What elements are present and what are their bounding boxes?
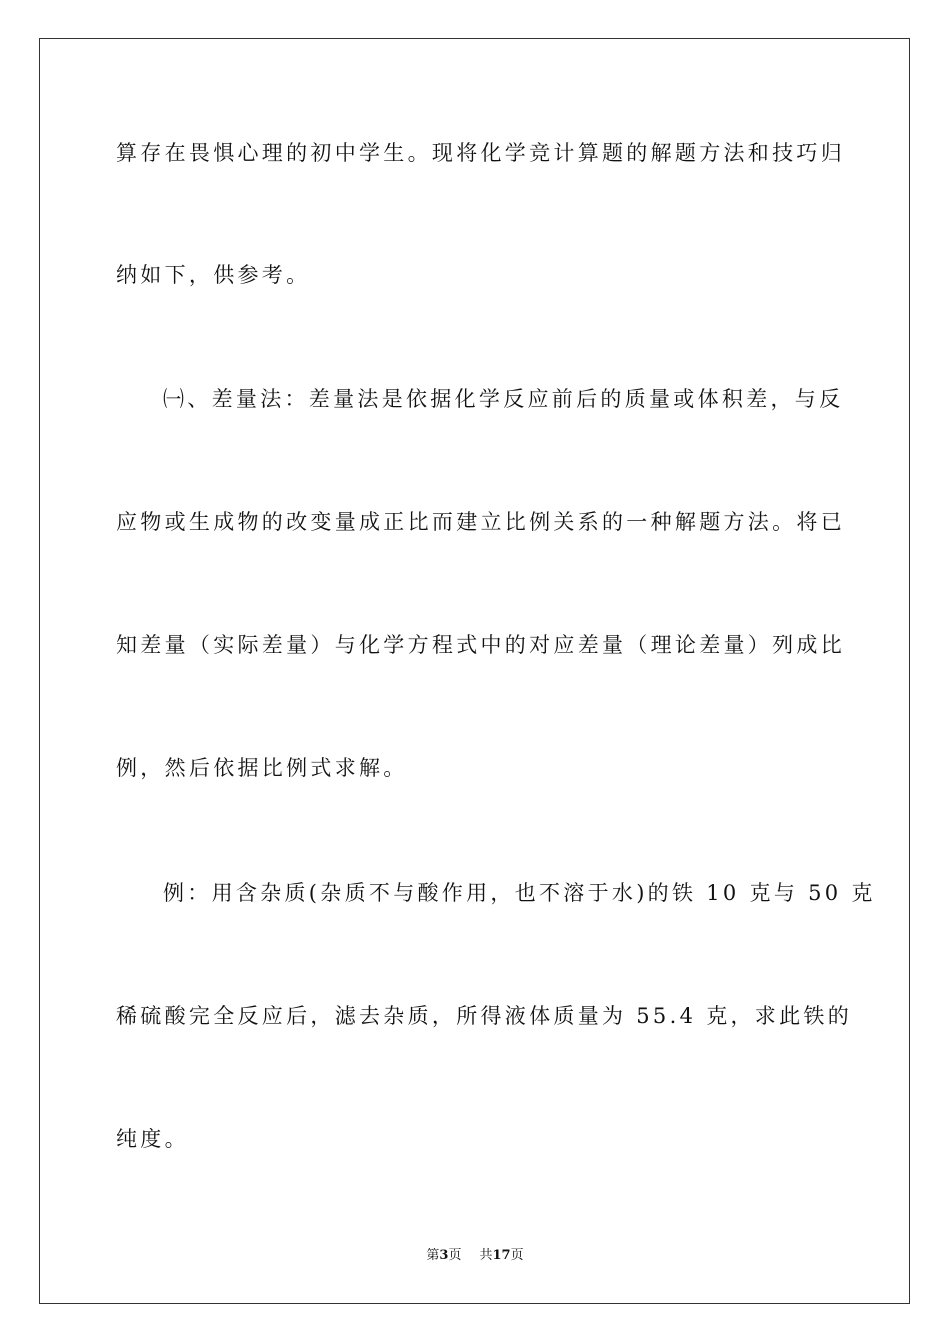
- page-border: [39, 38, 910, 1304]
- page-prefix: 第: [426, 1248, 440, 1263]
- page-footer: [0, 1247, 950, 1265]
- text-line: 纳如下，供参考。: [116, 263, 311, 287]
- text-line: 例：用含杂质(杂质不与酸作用，也不溶于水)的铁 10 克与 50 克: [163, 881, 876, 905]
- text-line: 稀硫酸完全反应后，滤去杂质，所得液体质量为 55.4 克，求此铁的: [116, 1004, 853, 1028]
- total-suffix: 页: [510, 1248, 524, 1263]
- text-line: 算存在畏惧心理的初中学生。现将化学竞计算题的解题方法和技巧归: [116, 141, 845, 165]
- total-prefix: 共: [479, 1248, 493, 1263]
- text-line: ㈠、差量法：差量法是依据化学反应前后的质量或体积差，与反: [163, 387, 844, 411]
- page-number: 3: [439, 1248, 449, 1263]
- text-line: 应物或生成物的改变量成正比而建立比例关系的一种解题方法。将已: [116, 510, 845, 534]
- text-line: 例，然后依据比例式求解。: [116, 756, 408, 780]
- page-suffix: 页: [448, 1248, 462, 1263]
- text-line: 知差量（实际差量）与化学方程式中的对应差量（理论差量）列成比: [116, 633, 845, 657]
- total-pages: 17: [492, 1248, 511, 1263]
- text-line: 纯度。: [116, 1127, 189, 1151]
